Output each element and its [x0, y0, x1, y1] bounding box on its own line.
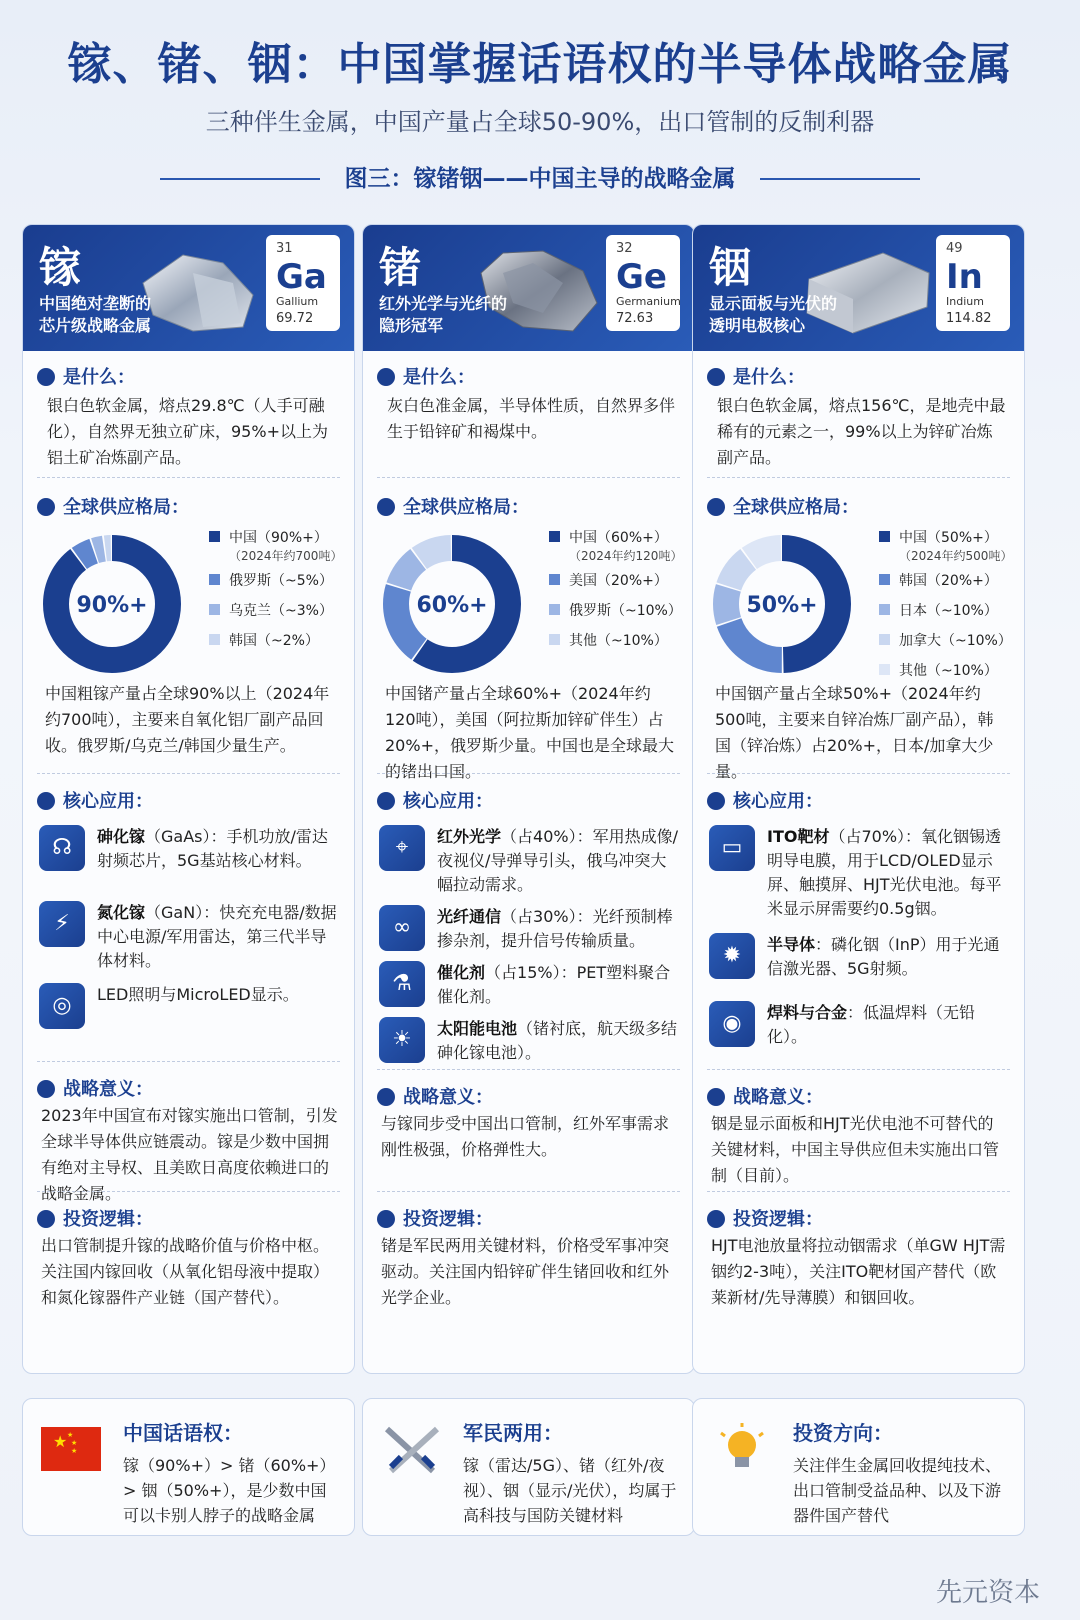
divider: [37, 1061, 340, 1062]
legend-swatch: [549, 604, 560, 615]
section-investment: [37, 1205, 153, 1231]
section-title: 战略意义：: [63, 1079, 153, 1100]
shield-check-icon: [377, 1088, 395, 1106]
svg-text:★: ★: [71, 1439, 78, 1447]
investment-text: HJT电池放量将拉动铟需求（单GW HJT需铟约2-3吨），关注ITO靶材国产替代（欧莱新材/先导薄膜）和铟回收。: [711, 1236, 1006, 1307]
supply-text: 中国铟产量占全球50%+（2024年约500吨，主要来自锌冶炼厂副产品），韩国（锌冶炼）占20%+，日本/加拿大少量。: [715, 684, 994, 781]
tagline-line1: 中国绝对垄断的: [39, 294, 152, 313]
legend-item: [549, 630, 682, 650]
divider: [377, 1069, 680, 1070]
info-icon: [707, 368, 725, 386]
svg-text:★: ★: [53, 1432, 68, 1451]
figure-line-right: [760, 178, 920, 180]
divider: [707, 1191, 1010, 1192]
legend-label: 中国（60%+）: [569, 530, 668, 546]
globe-icon: [377, 498, 395, 516]
section-title: 投资逻辑：: [733, 1209, 823, 1230]
summary-title: 军民两用：: [463, 1421, 563, 1445]
application-name: 半导体: [767, 935, 816, 954]
application-desc: ：低温焊料（无铅化）。: [767, 1003, 976, 1046]
card-header: [363, 225, 694, 351]
element-tagline: [39, 293, 151, 337]
card-header: [23, 225, 354, 351]
legend-sub: （2024年约120吨）: [569, 549, 683, 563]
periodic-element-box: [936, 235, 1010, 331]
section-title: 投资逻辑：: [403, 1209, 493, 1230]
application-text: [97, 901, 342, 973]
solder-icon: ◉: [709, 1001, 755, 1047]
donut-center-label: 90%+: [76, 593, 148, 618]
tagline-line2: 透明电极核心: [709, 316, 806, 335]
legend-swatch: [879, 664, 890, 675]
legend-swatch: [549, 634, 560, 645]
section-title: 全球供应格局：: [733, 497, 859, 518]
shield-check-icon: [37, 1080, 55, 1098]
summary-text: 镓（雷达/5G）、锗（红外/夜视）、铟（显示/光伏），均属于高科技与国防关键材料: [463, 1456, 677, 1525]
atomic-weight: 69.72: [276, 311, 314, 326]
application-desc: （占40%）：军用热成像/夜视仪/导弹导引头，俄乌冲突大幅拉动需求。: [437, 827, 678, 894]
supply-donut-chart: [711, 533, 853, 675]
section-supply: [37, 493, 189, 519]
legend-item: [209, 527, 342, 564]
legend-label: 韩国（~2%）: [229, 633, 319, 649]
summary-title: 投资方向：: [793, 1421, 893, 1445]
divider: [37, 477, 340, 478]
summary-card: [692, 1398, 1025, 1536]
metal-card-ge: [362, 224, 695, 1374]
figure-title: 图三：镓锗铟——中国主导的战略金属: [344, 166, 736, 192]
periodic-element-box: [266, 235, 340, 331]
shield-icon: [37, 792, 55, 810]
lightbulb-icon: [711, 1423, 773, 1477]
metal-card-ga: [22, 224, 355, 1374]
section-applications: [707, 787, 823, 813]
legend-item: [209, 600, 342, 620]
legend-item: [549, 527, 682, 564]
section-title: 核心应用：: [733, 791, 823, 812]
tagline-line2: 芯片级战略金属: [39, 316, 152, 335]
legend-label: 美国（20%+）: [569, 573, 668, 589]
legend-swatch: [209, 531, 220, 542]
legend-sub: （2024年约700吨）: [229, 549, 343, 563]
svg-text:★: ★: [71, 1447, 78, 1455]
supply-text: 中国粗镓产量占全球90%以上（2024年约700吨），主要来自氧化铝厂副产品回收。俄罗斯/乌克兰/韩国少量生产。: [45, 684, 330, 755]
section-title: 核心应用：: [63, 791, 153, 812]
page-title: 镓、锗、铟：中国掌握话语权的半导体战略金属: [67, 39, 1013, 90]
application-desc: （GaN）：快充充电器/数据中心电源/军用雷达，第三代半导体材料。: [97, 903, 337, 970]
summary-text: 镓（90%+）> 锗（60%+）> 铟（50%+），是少数中国可以卡别人脖子的战略金属: [123, 1456, 336, 1525]
atomic-number: 32: [616, 241, 633, 256]
legend-item: [209, 570, 342, 590]
monitor-icon: ▭: [709, 825, 755, 871]
divider: [707, 1069, 1010, 1070]
legend-label: 其他（~10%）: [899, 663, 998, 679]
application-name: 光纤通信: [437, 907, 502, 926]
legend-swatch: [549, 531, 560, 542]
summary-text: 关注伴生金属回收提纯技术、出口管制受益品种、以及下游器件国产替代: [793, 1456, 1002, 1525]
element-english-name: Gallium: [276, 295, 319, 308]
summary-title: 中国话语权：: [123, 1421, 243, 1445]
divider: [37, 1191, 340, 1192]
legend-label: 中国（50%+）: [899, 530, 998, 546]
legend-item: [549, 570, 682, 590]
section-supply: [707, 493, 859, 519]
chip-icon: ✹: [709, 933, 755, 979]
what-text: 灰白色准金属，半导体性质，自然界多伴生于铅锌矿和褐煤中。: [387, 396, 676, 441]
periodic-element-box: [606, 235, 680, 331]
section-title: 是什么：: [63, 367, 135, 388]
application-desc: （占70%）：氧化铟锡透明导电膜，用于LCD/OLED显示屏、触摸屏、HJT光伏电池。每平米显示屏需要约0.5g铟。: [767, 827, 1002, 918]
metal-sample-image: [133, 243, 263, 335]
atomic-number: 49: [946, 241, 963, 256]
chart-growth-icon: [37, 1210, 55, 1228]
tagline-line1: 显示面板与光伏的: [709, 294, 838, 313]
section-strategy: [37, 1075, 153, 1101]
application-desc: （锗衬底，航天级多结砷化镓电池）。: [437, 1019, 678, 1062]
legend-swatch: [549, 574, 560, 585]
application-name: 氮化镓: [97, 903, 146, 922]
application-desc: LED照明与MicroLED显示。: [97, 985, 299, 1004]
atomic-weight: 114.82: [946, 311, 992, 326]
section-title: 战略意义：: [733, 1087, 823, 1108]
divider: [37, 773, 340, 774]
strategy-text: 与镓同步受中国出口管制，红外军事需求刚性极强，价格弹性大。: [381, 1114, 670, 1159]
element-symbol: Ga: [276, 257, 327, 297]
crosshair-icon: ⌖: [379, 825, 425, 871]
solar-panel-icon: ☀: [379, 1017, 425, 1063]
section-supply: [377, 493, 529, 519]
application-desc: ：磷化铟（InP）用于光通信激光器、5G射频。: [767, 935, 1000, 978]
brand-watermark: 先元资本: [935, 1578, 1040, 1608]
chart-growth-icon: [707, 1210, 725, 1228]
investment-text: 锗是军民两用关键材料，价格受军事冲突驱动。关注国内铅锌矿伴生锗回收和红外光学企业。: [381, 1236, 670, 1307]
shield-check-icon: [707, 1088, 725, 1106]
legend-item: [879, 660, 1012, 680]
divider: [377, 1191, 680, 1192]
what-text: 银白色软金属，熔点29.8℃（人手可融化），自然界无独立矿床，95%+以上为铝土矿冶炼副产品。: [47, 396, 328, 467]
element-symbol: In: [946, 257, 983, 297]
application-name: ITO靶材: [767, 827, 830, 846]
application-name: 砷化镓: [97, 827, 146, 846]
application-name: 太阳能电池: [437, 1019, 518, 1038]
application-text: [97, 825, 342, 873]
application-text: [437, 905, 682, 953]
element-tagline: [379, 293, 507, 337]
legend-label: 俄罗斯（~5%）: [229, 573, 333, 589]
legend-label: 其他（~10%）: [569, 633, 668, 649]
legend-label: 中国（90%+）: [229, 530, 328, 546]
what-text: 银白色软金属，熔点156℃，是地壳中最稀有的元素之一，99%以上为锌矿冶炼副产品。: [717, 396, 1006, 467]
element-chinese-name: 镓: [39, 243, 82, 292]
section-investment: [377, 1205, 493, 1231]
application-text: [437, 1017, 682, 1065]
atomic-weight: 72.63: [616, 311, 654, 326]
divider: [377, 773, 680, 774]
section-title: 投资逻辑：: [63, 1209, 153, 1230]
application-text: [437, 825, 682, 897]
section-title: 全球供应格局：: [63, 497, 189, 518]
element-chinese-name: 铟: [709, 243, 752, 292]
china-flag-icon: [41, 1423, 103, 1477]
legend-sub: （2024年约500吨）: [899, 549, 1013, 563]
supply-legend: [549, 527, 682, 660]
application-desc: （GaAs）：手机功放/雷达射频芯片，5G基站核心材料。: [97, 827, 328, 870]
summary-card: [22, 1398, 355, 1536]
investment-text: 出口管制提升镓的战略价值与价格中枢。关注国内镓回收（从氧化铝母液中提取）和氮化镓器件产业链（国产替代）。: [41, 1236, 330, 1307]
element-symbol: Ge: [616, 257, 667, 297]
element-tagline: [709, 293, 837, 337]
metal-card-in: [692, 224, 1025, 1374]
legend-swatch: [209, 634, 220, 645]
element-chinese-name: 锗: [379, 243, 422, 292]
supply-donut-chart: [381, 533, 523, 675]
application-text: [437, 961, 682, 1009]
legend-label: 乌克兰（~3%）: [229, 603, 333, 619]
legend-swatch: [209, 604, 220, 615]
svg-text:★: ★: [67, 1431, 74, 1439]
supply-legend: [879, 527, 1012, 690]
info-icon: [37, 368, 55, 386]
supply-legend: [209, 527, 342, 660]
legend-swatch: [879, 531, 890, 542]
divider: [707, 477, 1010, 478]
supply-donut-chart: [41, 533, 183, 675]
section-strategy: [377, 1083, 493, 1109]
tagline-line2: 隐形冠军: [379, 316, 444, 335]
legend-item: [879, 527, 1012, 564]
application-text: [97, 983, 342, 1007]
application-text: [767, 825, 1012, 921]
strategy-text: 铟是显示面板和HJT光伏电池不可替代的关键材料，中国主导供应但未实施出口管制（目前）。: [711, 1114, 1000, 1185]
element-english-name: Germanium: [616, 295, 681, 308]
legend-swatch: [209, 574, 220, 585]
application-desc: （占30%）：光纤预制棒掺杂剂，提升信号传输质量。: [437, 907, 673, 950]
atomic-number: 31: [276, 241, 293, 256]
summary-card: [362, 1398, 695, 1536]
led-icon: ◎: [39, 983, 85, 1029]
application-text: [767, 1001, 1012, 1049]
section-title: 全球供应格局：: [403, 497, 529, 518]
lightning-icon: ⚡: [39, 901, 85, 947]
card-header: [693, 225, 1024, 351]
flask-icon: ⚗: [379, 961, 425, 1007]
strategy-text: 2023年中国宣布对镓实施出口管制，引发全球半导体供应链震动。镓是少数中国拥有绝对主导权、且美欧日高度依赖进口的战略金属。: [41, 1106, 338, 1203]
section-title: 核心应用：: [403, 791, 493, 812]
legend-label: 俄罗斯（~10%）: [569, 603, 682, 619]
legend-item: [879, 600, 1012, 620]
legend-label: 日本（~10%）: [899, 603, 998, 619]
section-what: [707, 363, 805, 389]
legend-item: [549, 600, 682, 620]
legend-label: 韩国（20%+）: [899, 573, 998, 589]
legend-swatch: [879, 634, 890, 645]
legend-item: [209, 630, 342, 650]
section-investment: [707, 1205, 823, 1231]
section-title: 是什么：: [733, 367, 805, 388]
element-english-name: Indium: [946, 295, 984, 308]
section-strategy: [707, 1083, 823, 1109]
shield-icon: [377, 792, 395, 810]
legend-item: [879, 570, 1012, 590]
legend-label: 加拿大（~10%）: [899, 633, 1012, 649]
section-applications: [377, 787, 493, 813]
application-name: 催化剂: [437, 963, 486, 982]
legend-swatch: [879, 574, 890, 585]
section-what: [37, 363, 135, 389]
application-name: 红外光学: [437, 827, 502, 846]
donut-center-label: 50%+: [746, 593, 818, 618]
globe-icon: [37, 498, 55, 516]
legend-swatch: [879, 604, 890, 615]
info-icon: [377, 368, 395, 386]
supply-text: 中国锗产量占全球60%+（2024年约120吨），美国（阿拉斯加锌矿伴生）占20%+，俄罗斯少量。中国也是全球最大的锗出口国。: [385, 684, 674, 781]
legend-item: [879, 630, 1012, 650]
application-name: 焊料与合金: [767, 1003, 848, 1022]
section-what: [377, 363, 475, 389]
section-title: 战略意义：: [403, 1087, 493, 1108]
divider: [377, 477, 680, 478]
globe-icon: [707, 498, 725, 516]
crossed-swords-icon: [381, 1423, 443, 1477]
page-subtitle: 三种伴生金属，中国产量占全球50-90%，出口管制的反制利器: [205, 108, 875, 136]
link-icon: ∞: [379, 905, 425, 951]
donut-center-label: 60%+: [416, 593, 488, 618]
divider: [707, 773, 1010, 774]
tagline-line1: 红外光学与光纤的: [379, 294, 508, 313]
chart-growth-icon: [377, 1210, 395, 1228]
application-desc: （占15%）：PET塑料聚合催化剂。: [437, 963, 671, 1006]
section-applications: [37, 787, 153, 813]
section-title: 是什么：: [403, 367, 475, 388]
antenna-icon: ☊: [39, 825, 85, 871]
application-text: [767, 933, 1012, 981]
shield-icon: [707, 792, 725, 810]
